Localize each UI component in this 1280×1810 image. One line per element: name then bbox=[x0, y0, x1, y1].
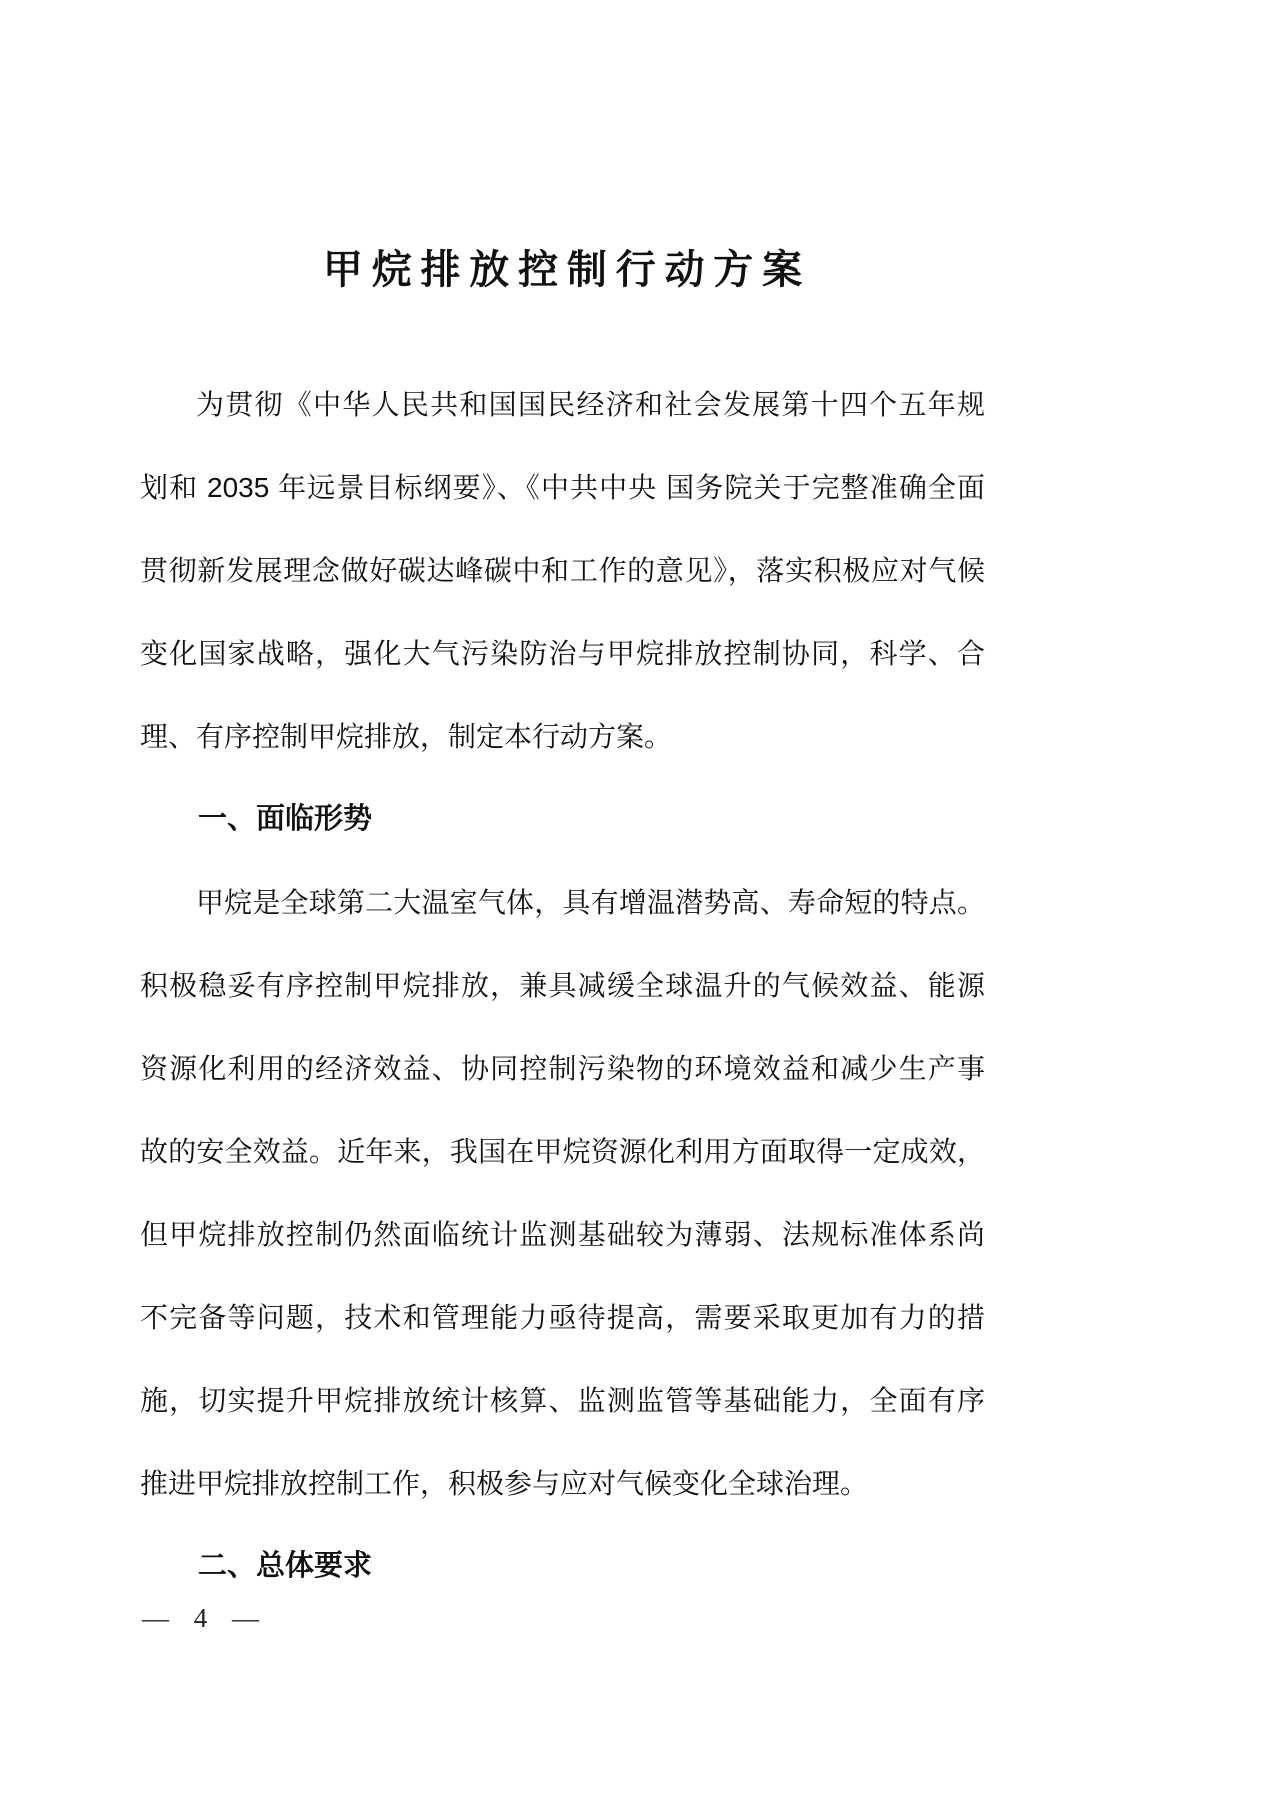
document-title: 甲烷排放控制行动方案 bbox=[322, 248, 811, 292]
paragraph2-line-1: 甲烷是全球第二大温室气体，具有增温潜势高、寿命短的特点。 bbox=[196, 887, 985, 918]
page-number: — 4 — bbox=[142, 1603, 261, 1633]
paragraph2-line-2: 积极稳妥有序控制甲烷排放，兼具减缓全球温升的气候效益、能源 bbox=[140, 970, 985, 1001]
paragraph2-line-7: 施，切实提升甲烷排放统计核算、监测监管等基础能力，全面有序 bbox=[140, 1385, 985, 1416]
paragraph2-line-6: 不完备等问题，技术和管理能力亟待提高，需要采取更加有力的措 bbox=[140, 1302, 985, 1333]
paragraph1-line-2: 划和 2035 年远景目标纲要》、《中共中央 国务院关于完整准确全面 bbox=[140, 472, 985, 503]
section-heading-1: 一、面临形势 bbox=[198, 803, 373, 835]
paragraph1-line-4: 变化国家战略，强化大气污染防治与甲烷排放控制协同，科学、合 bbox=[140, 638, 985, 669]
paragraph1-line-1: 为贯彻《中华人民共和国国民经济和社会发展第十四个五年规 bbox=[196, 389, 985, 420]
paragraph2-line-5: 但甲烷排放控制仍然面临统计监测基础较为薄弱、法规标准体系尚 bbox=[140, 1219, 985, 1250]
paragraph1-line-3: 贯彻新发展理念做好碳达峰碳中和工作的意见》，落实积极应对气候 bbox=[140, 555, 985, 586]
paragraph2-line-3: 资源化利用的经济效益、协同控制污染物的环境效益和减少生产事 bbox=[140, 1053, 985, 1084]
paragraph2-line-8: 推进甲烷排放控制工作，积极参与应对气候变化全球治理。 bbox=[140, 1468, 869, 1499]
section-heading-2: 二、总体要求 bbox=[198, 1550, 373, 1582]
paragraph1-line-5: 理、有序控制甲烷排放，制定本行动方案。 bbox=[140, 721, 673, 752]
paragraph2-line-4: 故的安全效益。近年来，我国在甲烷资源化利用方面取得一定成效， bbox=[140, 1136, 985, 1167]
document-body bbox=[140, 363, 985, 1608]
